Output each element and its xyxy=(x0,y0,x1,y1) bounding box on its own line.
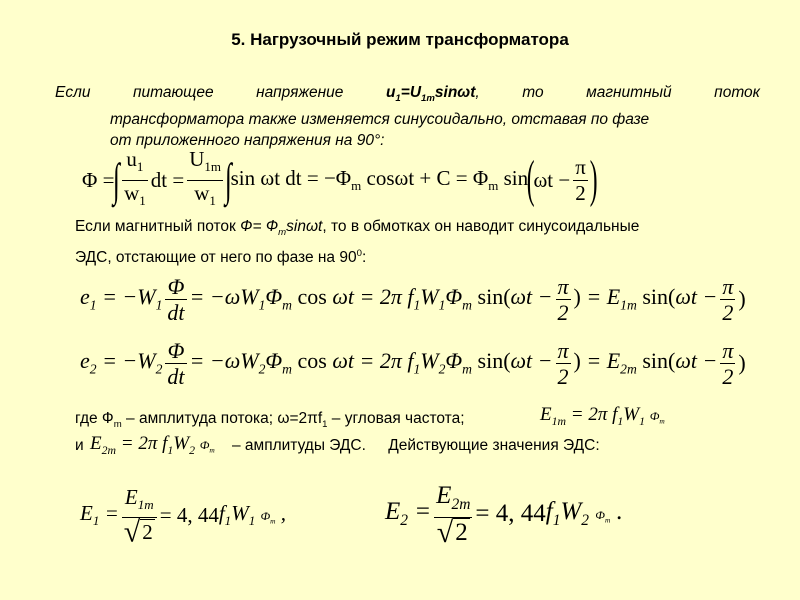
text-line: трансформатора также изменяется синусоидально, отставая по фазе xyxy=(110,111,650,129)
paragraph-induced-emf xyxy=(75,216,755,268)
e2m-formula: $E_{2m} = 2\pi$ $f_1W_2$ $Ф_m$ xyxy=(90,433,215,457)
e1-effective-value: $E_1$ = $\frac{E_{1m}}{√2}$ = 4, 44 $f_1W_1$ $Ф_m$ , xyxy=(80,485,286,549)
text-word: питающее xyxy=(132,84,214,101)
amplitude-description-2: и xyxy=(75,437,84,454)
emf-e2-equation: $e_2 = -W_2$ $\frac{\Phi}{dt}$ = $-\omega W_2\Phi_m$ cos ωt = 2π $f_1W_2\Phi_m$ sin(ωt − $\frac{\pi}{2}$ ) = $E_{2m}$ sin(ωt − $\frac{\pi}{2}$ ) xyxy=(80,337,746,389)
e1m-formula: $E_{1m} = 2\pi$ $f_1W_1$ $Ф_m$ xyxy=(540,404,665,428)
text-line: Если магнитный поток $Ф= Ф_m\sin\omega t$, то в обмотках он наводит синусоидальные xyxy=(75,218,640,239)
slide-title: 5. Нагрузочный режим трансформатора xyxy=(231,30,569,49)
emf-e1-equation: $e_1 = -W_1$ $\frac{\Phi}{dt}$ = $-\omega W_1\Phi_m$ cos ωt = 2π $f_1W_1\Phi_m$ sin(ωt − $\frac{\pi}{2}$ ) = $E_{1m}$ sin(ωt − $\frac{\pi}{2}$ ) xyxy=(80,273,746,325)
text-line: от приложенного напряжения на 90°: xyxy=(110,132,385,150)
paragraph-supply-voltage xyxy=(55,82,760,151)
e2-effective-value: $E_2$ = $\frac{E_{2m}}{√2}$ = 4, 44 $f_1W_2$ $Ф_m$ . xyxy=(385,482,623,549)
amplitude-description: где $Ф_m$ – амплитуда потока; $\omega=2\pi f_1$ – угловая частота; xyxy=(75,410,465,431)
text-word: Если xyxy=(55,84,91,101)
voltage-formula: $u_1=U_{1m}\sin\omega t$, xyxy=(385,84,480,105)
text-line: ЭДС, отстающие от него по фазе на $90^0$: xyxy=(75,248,367,267)
text-word: то xyxy=(522,84,544,101)
amplitude-description-3: – амплитуды ЭДС. Действующие значения ЭДС: xyxy=(232,437,600,454)
text-word: поток xyxy=(714,84,760,101)
flux-integral-equation: Φ = ∫ $\frac{u_1}{w_1}$ dt = $\frac{U_{1m}}{w_1}$ ∫ sin ωt dt = $-\Phi_m$ $\cos\omega t + C = \Phi_m$ sin ( ωt − $\frac{\pi}{2}$ ) xyxy=(82,147,598,208)
text-word: магнитный xyxy=(586,84,672,101)
text-word: напряжение xyxy=(256,84,344,101)
